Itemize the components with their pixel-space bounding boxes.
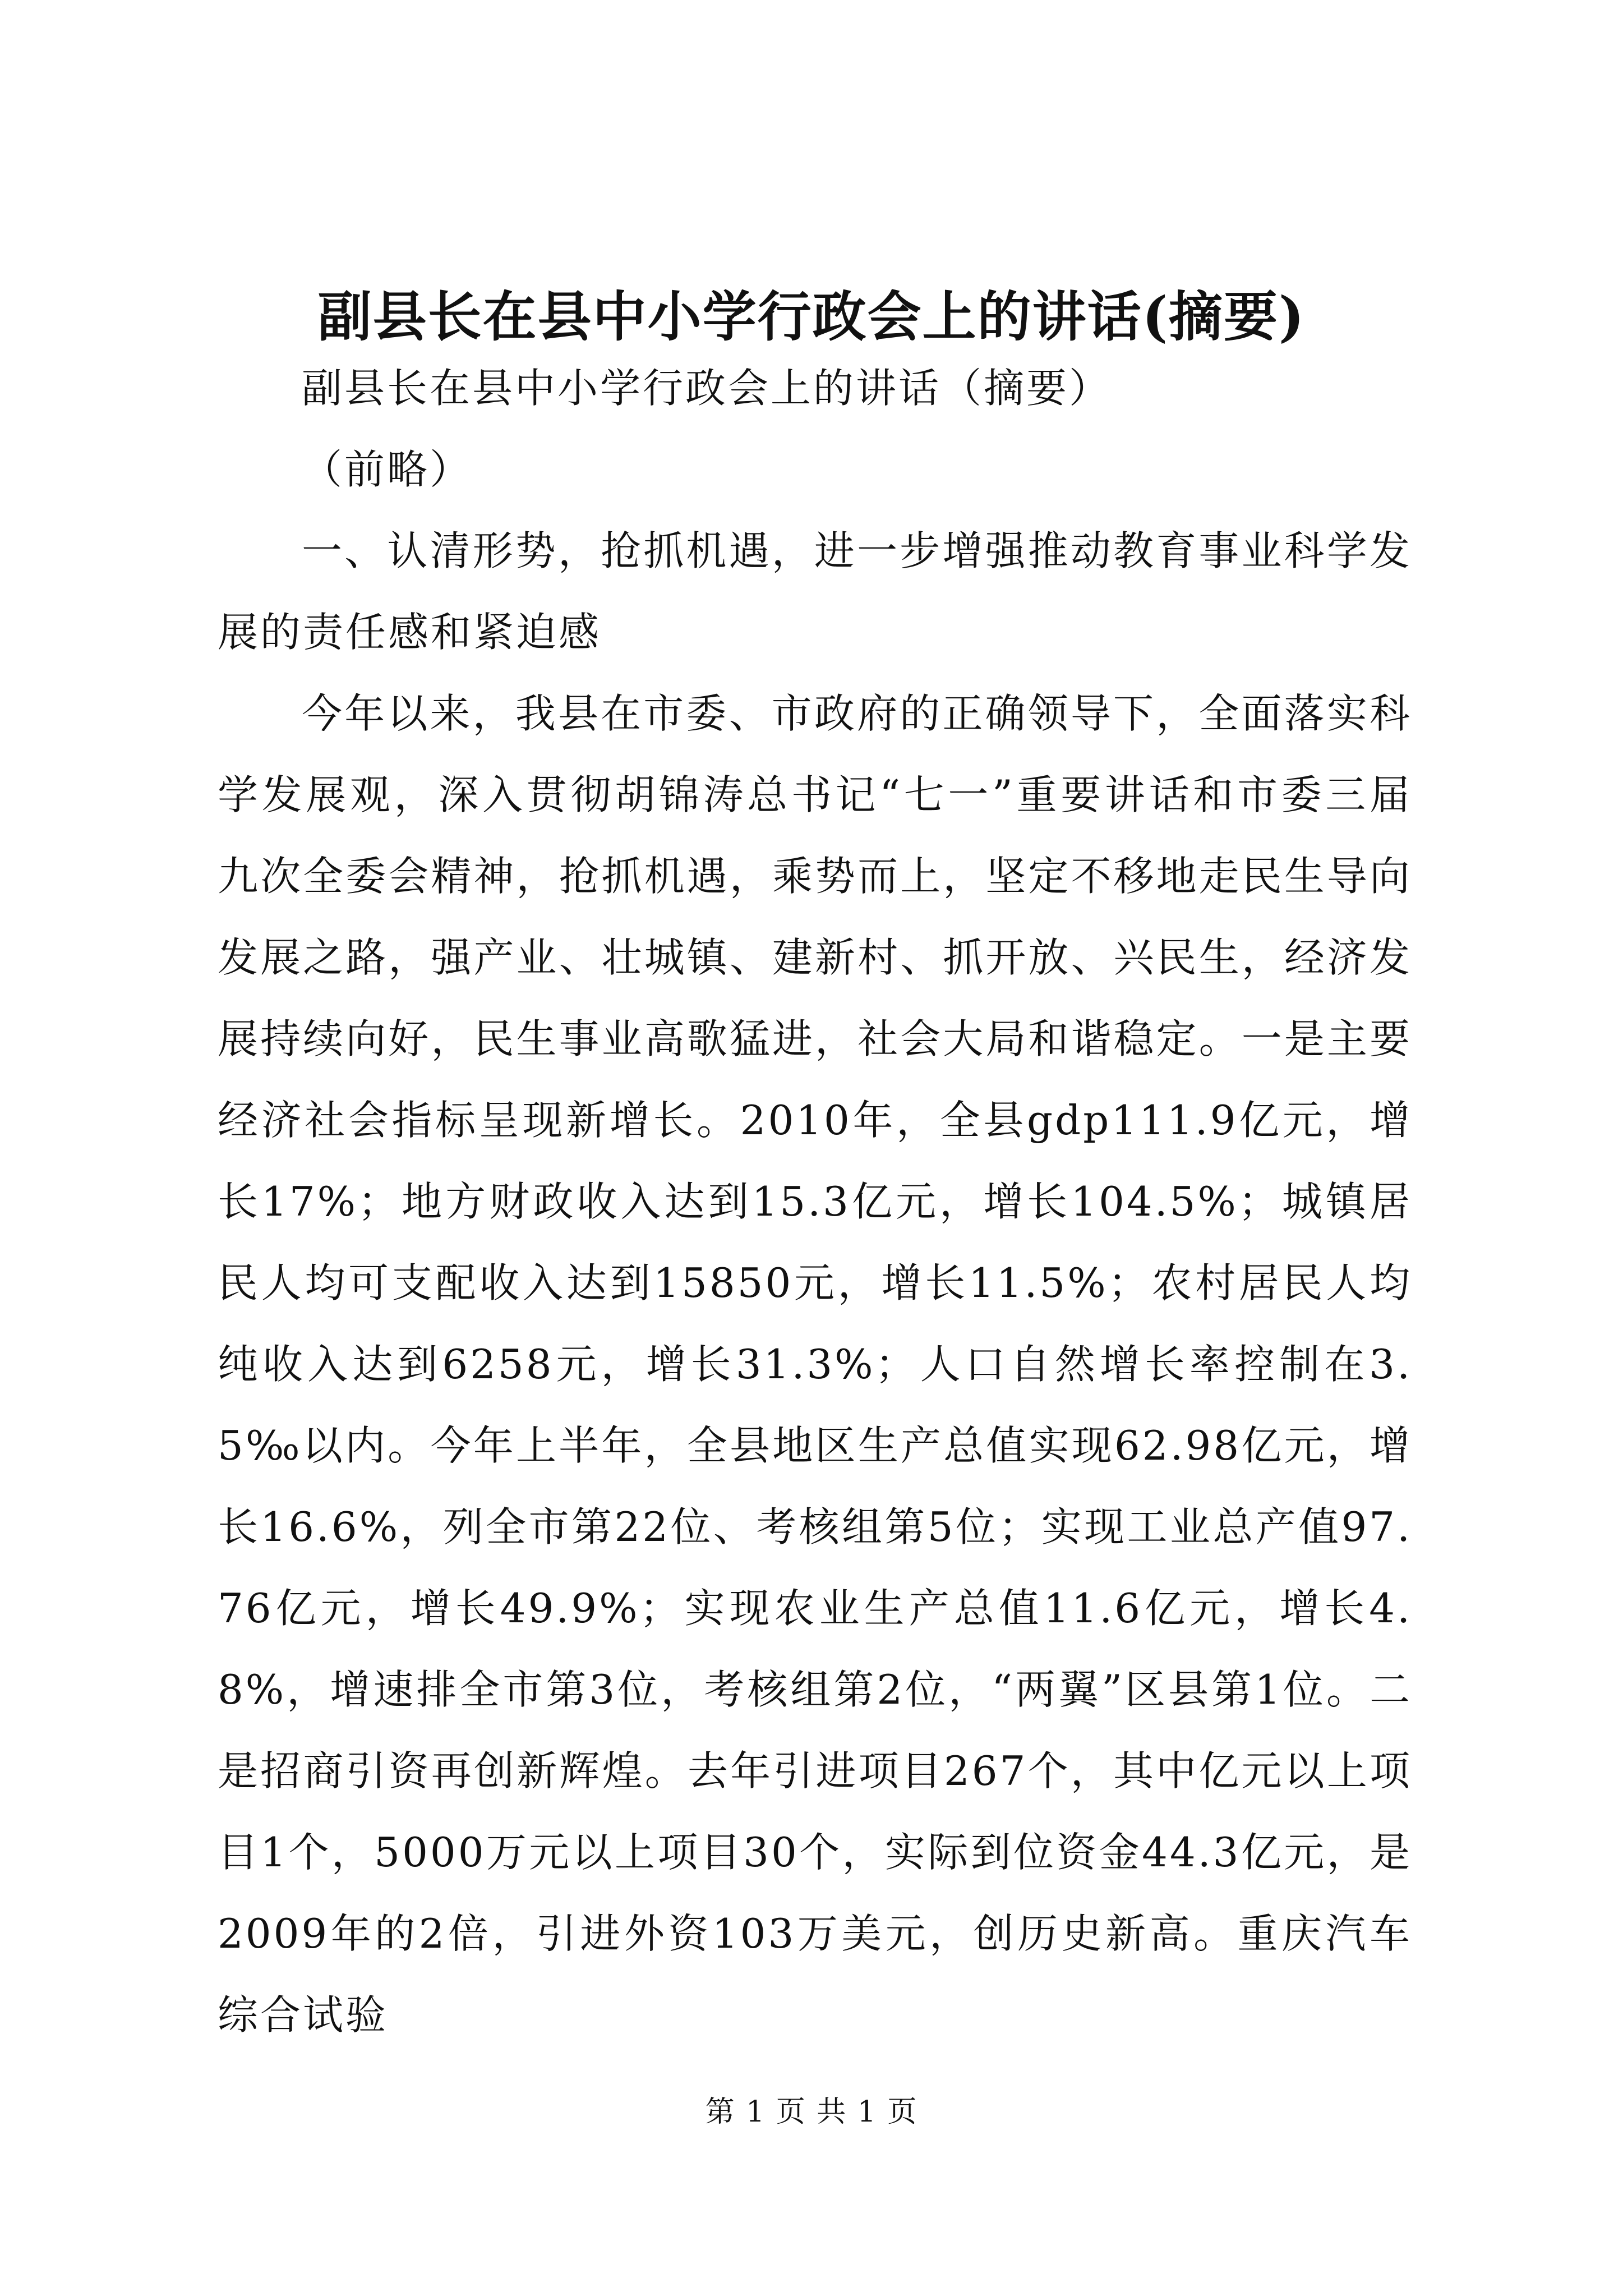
section-heading-paragraph: 一、认清形势，抢抓机遇，进一步增强推动教育事业科学发展的责任感和紧迫感 (218, 527, 1412, 656)
document-body (218, 348, 1412, 2056)
omitted-note-paragraph: （前略） (302, 446, 473, 493)
subtitle-paragraph: 副县长在县中小学行政会上的讲话（摘要） (302, 365, 1112, 412)
body-paragraph: 今年以来，我县在市委、市政府的正确领导下，全面落实科学发展观，深入贯彻胡锦涛总书记“七一”重要讲话和市委三届九次全委会精神，抢抓机遇，乘势而上，坚定不移地走民生导向发展之路，强产业、壮城镇、建新村、抓开放、兴民生，经济发展持续向好，民生事业高歌猛进，社会大局和谐稳定。一是主要经济社会指标呈现新增长。2010年，全县gdp111.9亿元，增长17%；地方财政收入达到15.3亿元，增长104.5%；城镇居民人均可支配收入达到15850元，增长11.5%；农村居民人均纯收入达到6258元，增长31.3%；人口自然增长率控制在3.5‰以内。今年上半年，全县地区生产总值实现62.98亿元，增长16.6%，列全市第22位、考核组第5位；实现工业总产值97.76亿元，增长49.9%；实现农业生产总值11.6亿元，增长4.8%，增速排全市第3位，考核组第2位，“两翼”区县第1位。二是招商引资再创新辉煌。去年引进项目267个，其中亿元以上项目1个，5000万元以上项目30个，实际到位资金44.3亿元，是2009年的2倍，引进外资103万美元，创历史新高。重庆汽车综合试验 (218, 690, 1412, 2039)
document-title: 副县长在县中小学行政会上的讲话(摘要) (317, 285, 1306, 348)
page-footer: 第 1 页 共 1 页 (705, 2095, 918, 2129)
